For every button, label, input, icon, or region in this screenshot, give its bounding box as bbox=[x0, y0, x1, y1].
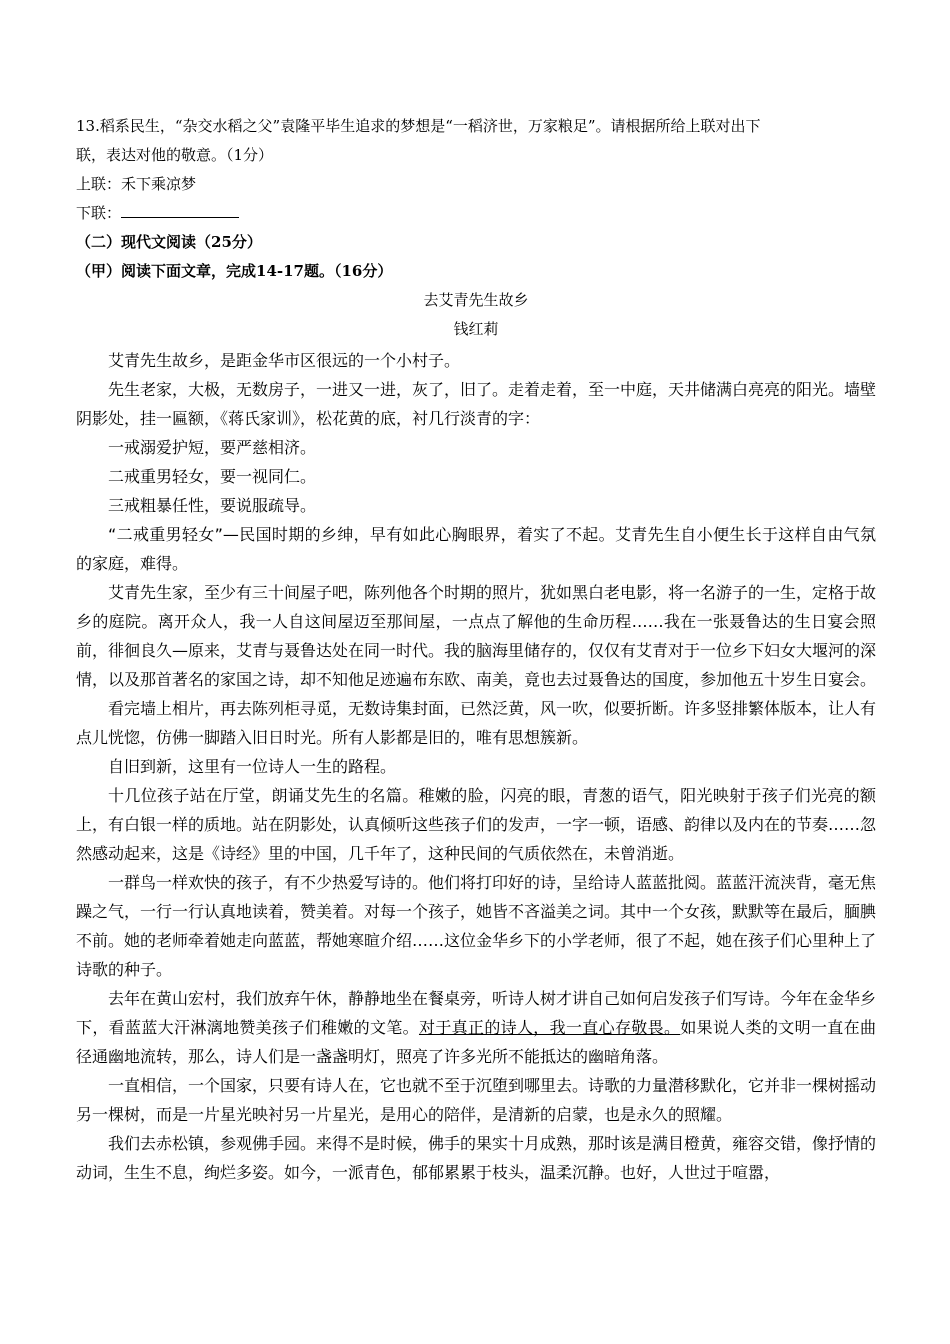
lower-couplet-label: 下联： bbox=[76, 204, 122, 222]
question-13-line1: 13.稻系民生，“杂交水稻之父”袁隆平毕生追求的梦想是“一稻济世，万家粮足”。请根据所给上联对出下 bbox=[76, 117, 761, 135]
article-paragraph: 自旧到新，这里有一位诗人一生的路程。 bbox=[108, 757, 397, 776]
article-paragraph: 一戒溺爱护短，要严慈相济。 bbox=[108, 438, 317, 457]
answer-blank bbox=[121, 203, 239, 218]
article-paragraph: 十几位孩子站在厅堂，朗诵艾先生的名篇。稚嫩的脸，闪亮的眼，青葱的语气，阳光映射于孩子们光亮的额上，有白银一样的质地。站在阴影处，认真倾听这些孩子们的发声，一字一顿，语感、韵律以及内在的节奏……忽然感动起来，这是《诗经》里的中国，几千年了，这种民间的气质依然在，未曾消逝。 bbox=[76, 786, 877, 863]
document-page bbox=[76, 112, 876, 1187]
question-13-upper-couplet: 上联：禾下乘凉梦 bbox=[76, 175, 197, 193]
underlined-sentence: 对于真正的诗人，我一直心存敬畏。 bbox=[418, 1018, 681, 1037]
article-paragraph: “二戒重男轻女”—民国时期的乡绅，早有如此心胸眼界，着实了不起。艾青先生自小便生长于这样自由气氛的家庭，难得。 bbox=[76, 525, 876, 573]
article-paragraph: 艾青先生故乡，是距金华市区很远的一个小村子。 bbox=[108, 351, 461, 370]
article-paragraph: 一群鸟一样欢快的孩子，有不少热爱写诗的。他们将打印好的诗，呈给诗人蓝蓝批阅。蓝蓝汗流浃背，毫无焦躁之气，一行一行认真地读着，赞美着。对每一个孩子，她皆不吝溢美之词。其中一个女孩，默默等在最后，腼腆不前。她的老师牵着她走向蓝蓝，帮她寒暄介绍……这位金华乡下的小学老师，很了不起，她在孩子们心里种上了诗歌的种子。 bbox=[76, 873, 877, 979]
paragraph-text: 去年在黄山宏村，我们放弃午休，静静地坐在餐桌旁，听诗人树才讲自己如何启发孩子们写诗。今年在金华乡下，看蓝蓝大汗淋漓地赞美孩子们稚嫩的文笔。 bbox=[76, 989, 877, 1037]
article-author: 钱红莉 bbox=[453, 320, 499, 338]
article-paragraph: 艾青先生家，至少有三十间屋子吧，陈列他各个时期的照片，犹如黑白老电影，将一名游子的一生，定格于故乡的庭院。离开众人，我一人自这间屋迈至那间屋，一点点了解他的生命历程……我在一张聂鲁达的生日宴会照前，徘徊良久—原来，艾青与聂鲁达处在同一时代。我的脑海里储存的，仅仅有艾青对于一位乡下妇女大堰河的深情，以及那首著名的家国之诗，却不知他足迹遍布东欧、南美，竟也去过聂鲁达的国度，参加他五十岁生日宴会。 bbox=[76, 583, 877, 689]
section-title: （二）现代文阅读（25分） bbox=[76, 233, 262, 251]
article-paragraph: 我们去赤松镇，参观佛手园。来得不是时候，佛手的果实十月成熟，那时该是满目橙黄，雍容交错，像抒情的动词，生生不息，绚烂多姿。如今，一派青色，郁郁累累于枝头，温柔沉静。也好，人世过于喧嚣， bbox=[76, 1134, 877, 1182]
article-paragraph: 看完墙上相片，再去陈列柜寻觅，无数诗集封面，已然泛黄，风一吹，似要折断。许多竖排繁体版本，让人有点儿恍惚，仿佛一脚踏入旧日时光。所有人影都是旧的，唯有思想簇新。 bbox=[76, 699, 877, 747]
question-13-lower-couplet bbox=[76, 199, 876, 228]
paragraph-text: 如果说人类的文明一直在曲径通幽地流转，那么，诗人们是一盏盏明灯，照亮了许多光所不能抵达的幽暗角落。 bbox=[76, 1018, 876, 1066]
article-paragraph: 先生老家，大极，无数房子，一进又一进，灰了，旧了。走着走着，至一中庭，天井储满白亮亮的阳光。墙壁阴影处，挂一匾额，《蒋氏家训》，松花黄的底，衬几行淡青的字： bbox=[76, 380, 877, 428]
article-paragraph: 二戒重男轻女，要一视同仁。 bbox=[108, 467, 317, 486]
question-13-line2: 联，表达对他的敬意。（1分） bbox=[76, 146, 274, 164]
article-paragraph: 一直相信，一个国家，只要有诗人在，它也就不至于沉堕到哪里去。诗歌的力量潜移默化，它并非一棵树摇动另一棵树，而是一片星光映衬另一片星光，是用心的陪伴，是清新的启蒙，也是永久的照耀。 bbox=[76, 1076, 877, 1124]
article-title: 去艾青先生故乡 bbox=[423, 291, 529, 309]
article-paragraph: 三戒粗暴任性，要说服疏导。 bbox=[108, 496, 317, 515]
article-paragraph bbox=[76, 984, 876, 1071]
part-title: （甲）阅读下面文章，完成14-17题。（16分） bbox=[76, 262, 393, 280]
